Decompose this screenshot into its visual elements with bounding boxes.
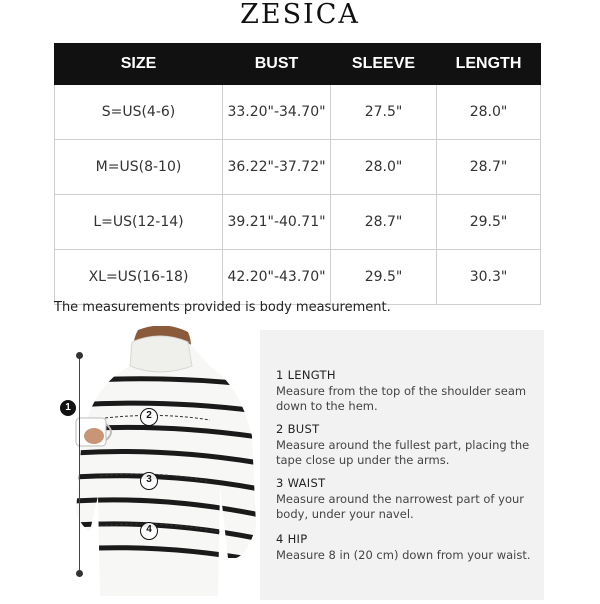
guide-step-bust (276, 422, 536, 468)
guide-step-desc: Measure from the top of the shoulder seam down to the hem. (276, 384, 527, 413)
cell-bust: 33.20"-34.70" (223, 85, 331, 140)
table-row (55, 250, 541, 305)
badge-bust: 2 (140, 408, 158, 426)
header-sleeve: SLEEVE (331, 44, 437, 85)
guide-step-desc: Measure around the narrowest part of your body, under your navel. (276, 492, 524, 521)
cell-bust: 36.22"-37.72" (223, 140, 331, 195)
guide-step-desc: Measure around the fullest part, placing the tape close up under the arms. (276, 438, 530, 467)
cell-size: M=US(8-10) (55, 140, 223, 195)
cell-size: S=US(4-6) (55, 85, 223, 140)
guide-step-hip (276, 532, 536, 563)
header-length: LENGTH (437, 44, 541, 85)
length-dimension-line (79, 354, 80, 574)
cell-length: 28.0" (437, 85, 541, 140)
cell-length: 30.3" (437, 250, 541, 305)
header-size: SIZE (55, 44, 223, 85)
table-row (55, 195, 541, 250)
measurement-note: The measurements provided is body measurement. (54, 300, 391, 315)
cell-sleeve: 28.0" (331, 140, 437, 195)
badge-hip: 4 (140, 522, 158, 540)
guide-step-title: 3 WAIST (276, 476, 326, 490)
header-bust: BUST (223, 44, 331, 85)
cell-sleeve: 29.5" (331, 250, 437, 305)
badge-length: 1 (60, 400, 76, 416)
guide-step-length (276, 368, 536, 414)
guide-step-waist (276, 476, 536, 522)
cell-size: XL=US(16-18) (55, 250, 223, 305)
dimension-dot-top (76, 352, 83, 359)
cell-size: L=US(12-14) (55, 195, 223, 250)
table-row (55, 140, 541, 195)
cell-sleeve: 27.5" (331, 85, 437, 140)
cell-bust: 39.21"-40.71" (223, 195, 331, 250)
cell-length: 28.7" (437, 140, 541, 195)
guide-step-title: 4 HIP (276, 532, 308, 546)
badge-waist: 3 (140, 472, 158, 490)
cell-bust: 42.20"-43.70" (223, 250, 331, 305)
table-header-row (55, 44, 541, 85)
model-figure (60, 326, 265, 600)
brand-logo: ZESICA (240, 0, 360, 30)
dimension-dot-bottom (76, 570, 83, 577)
measurement-guide-panel (260, 330, 544, 600)
guide-step-desc: Measure 8 in (20 cm) down from your waist. (276, 548, 531, 562)
size-chart-table (54, 43, 541, 305)
guide-step-title: 2 BUST (276, 422, 320, 436)
sweater-illustration (60, 326, 265, 600)
cell-length: 29.5" (437, 195, 541, 250)
guide-step-title: 1 LENGTH (276, 368, 336, 382)
table-row (55, 85, 541, 140)
cell-sleeve: 28.7" (331, 195, 437, 250)
